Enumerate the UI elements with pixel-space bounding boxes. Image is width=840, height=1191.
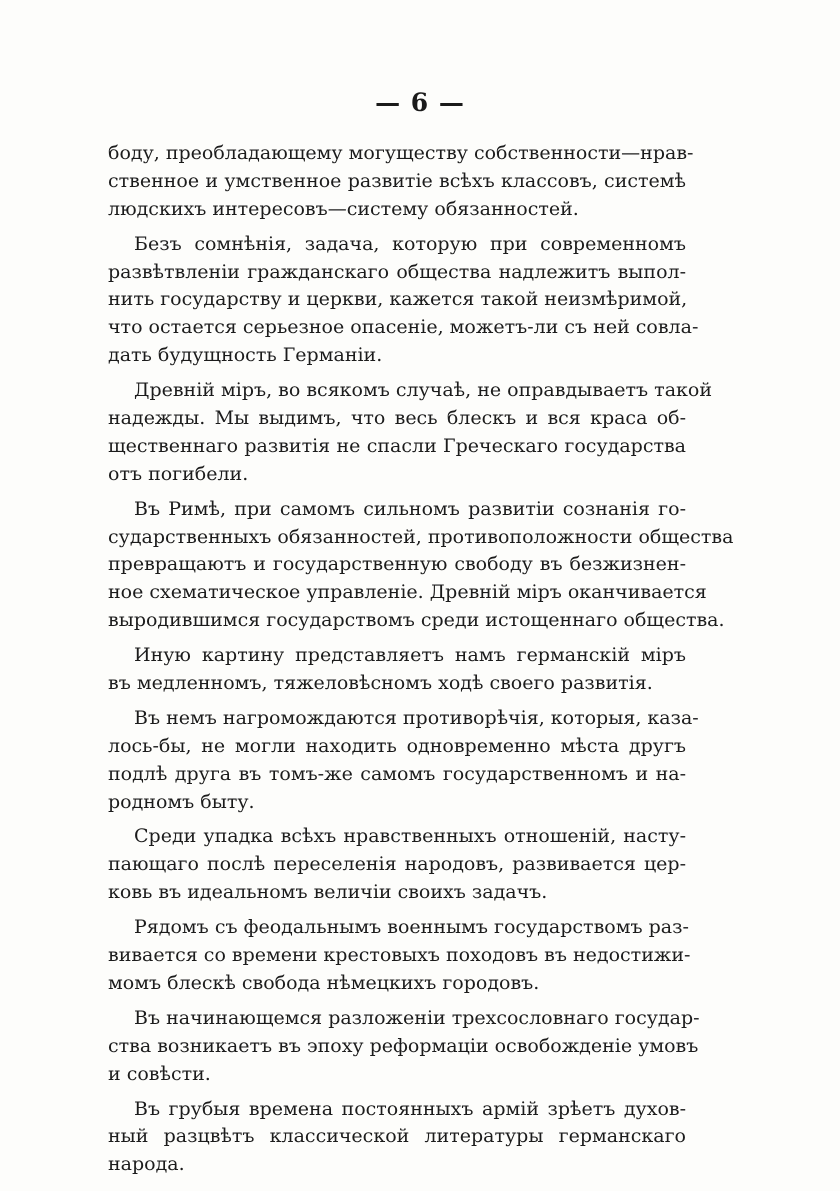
paragraph bbox=[108, 377, 712, 489]
text-line: подлѣ друга въ томъ-же самомъ государственномъ и на- bbox=[108, 762, 686, 785]
text-line: Въ Римѣ, при самомъ сильномъ развитіи сознанія го- bbox=[134, 497, 686, 520]
text-line: щественнаго развитія не спасли Греческаго государства bbox=[108, 434, 686, 457]
paragraph bbox=[108, 496, 734, 635]
text-line: что остается серьезное опасеніе, можетъ-ли съ ней совла- bbox=[108, 316, 699, 339]
text-line: ковь въ идеальномъ величіи своихъ задачъ. bbox=[108, 881, 548, 904]
body-text bbox=[108, 140, 734, 1179]
text-line: и совѣсти. bbox=[108, 1062, 211, 1085]
text-line: Въ немъ нагромождаются противорѣчія, которыя, каза- bbox=[134, 706, 699, 729]
text-line: боду, преобладающему могуществу собственности—нрав- bbox=[108, 142, 694, 164]
paragraph bbox=[108, 914, 691, 998]
text-line: превращаютъ и государственную свободу въ безжизнен- bbox=[108, 553, 686, 576]
paragraph bbox=[108, 705, 699, 817]
text-line: развѣтвленіи гражданскаго общества надлежитъ выпол- bbox=[108, 260, 686, 283]
paragraph bbox=[108, 1096, 686, 1180]
text-line: Въ грубыя времена постоянныхъ армій зрѣетъ духов- bbox=[134, 1097, 686, 1120]
text-line: Въ начинающемся разложеніи трехсословнаго государ- bbox=[134, 1006, 700, 1029]
text-line: людскихъ интересовъ—систему обязанностей. bbox=[108, 197, 579, 220]
text-line: отъ погибели. bbox=[108, 462, 249, 485]
text-line: Иную картину представляетъ намъ германскій міръ bbox=[134, 644, 686, 667]
paragraph bbox=[108, 1005, 700, 1089]
text-line: Безъ сомнѣнія, задача, которую при современномъ bbox=[134, 232, 686, 255]
text-line: ственное и умственное развитіе всѣхъ классовъ, системѣ bbox=[108, 169, 686, 192]
text-line: ный разцвѣтъ классической литературы германскаго bbox=[108, 1125, 686, 1148]
text-line: дать будущность Германіи. bbox=[108, 344, 383, 367]
text-line: лось-бы, не могли находить одновременно мѣста другъ bbox=[108, 734, 686, 757]
text-line: родномъ быту. bbox=[108, 790, 255, 813]
text-line: момъ блескѣ свобода нѣмецкихъ городовъ. bbox=[108, 971, 540, 994]
text-line: въ медленномъ, тяжеловѣсномъ ходѣ своего развитія. bbox=[108, 672, 653, 695]
text-line: нить государству и церкви, кажется такой неизмѣримой, bbox=[108, 288, 688, 311]
text-line: пающаго послѣ переселенія народовъ, развивается цер- bbox=[108, 853, 686, 876]
text-line: вивается со времени крестовыхъ походовъ въ недостижи- bbox=[108, 944, 691, 967]
text-line: выродившимся государствомъ среди истощеннаго общества. bbox=[108, 609, 725, 632]
paragraph bbox=[108, 823, 686, 907]
paragraph bbox=[108, 231, 699, 370]
paragraph bbox=[108, 140, 694, 224]
text-line: ства возникаетъ въ эпоху реформаціи освобожденіе умовъ bbox=[108, 1034, 699, 1057]
text-line: народа. bbox=[108, 1153, 185, 1176]
text-line: Среди упадка всѣхъ нравственныхъ отношеній, насту- bbox=[134, 825, 686, 848]
text-line: ное схематическое управленіе. Древній міръ оканчивается bbox=[108, 581, 707, 604]
text-line: Рядомъ съ феодальнымъ военнымъ государствомъ раз- bbox=[134, 916, 689, 939]
paragraph bbox=[108, 642, 686, 698]
page-number: — 6 — bbox=[375, 88, 465, 117]
text-line: надежды. Мы выдимъ, что весь блескъ и вся краса об- bbox=[108, 407, 686, 430]
text-line: сударственныхъ обязанностей, противоположности общества bbox=[108, 525, 734, 548]
text-line: Древній міръ, во всякомъ случаѣ, не оправдываетъ такой bbox=[134, 379, 712, 402]
